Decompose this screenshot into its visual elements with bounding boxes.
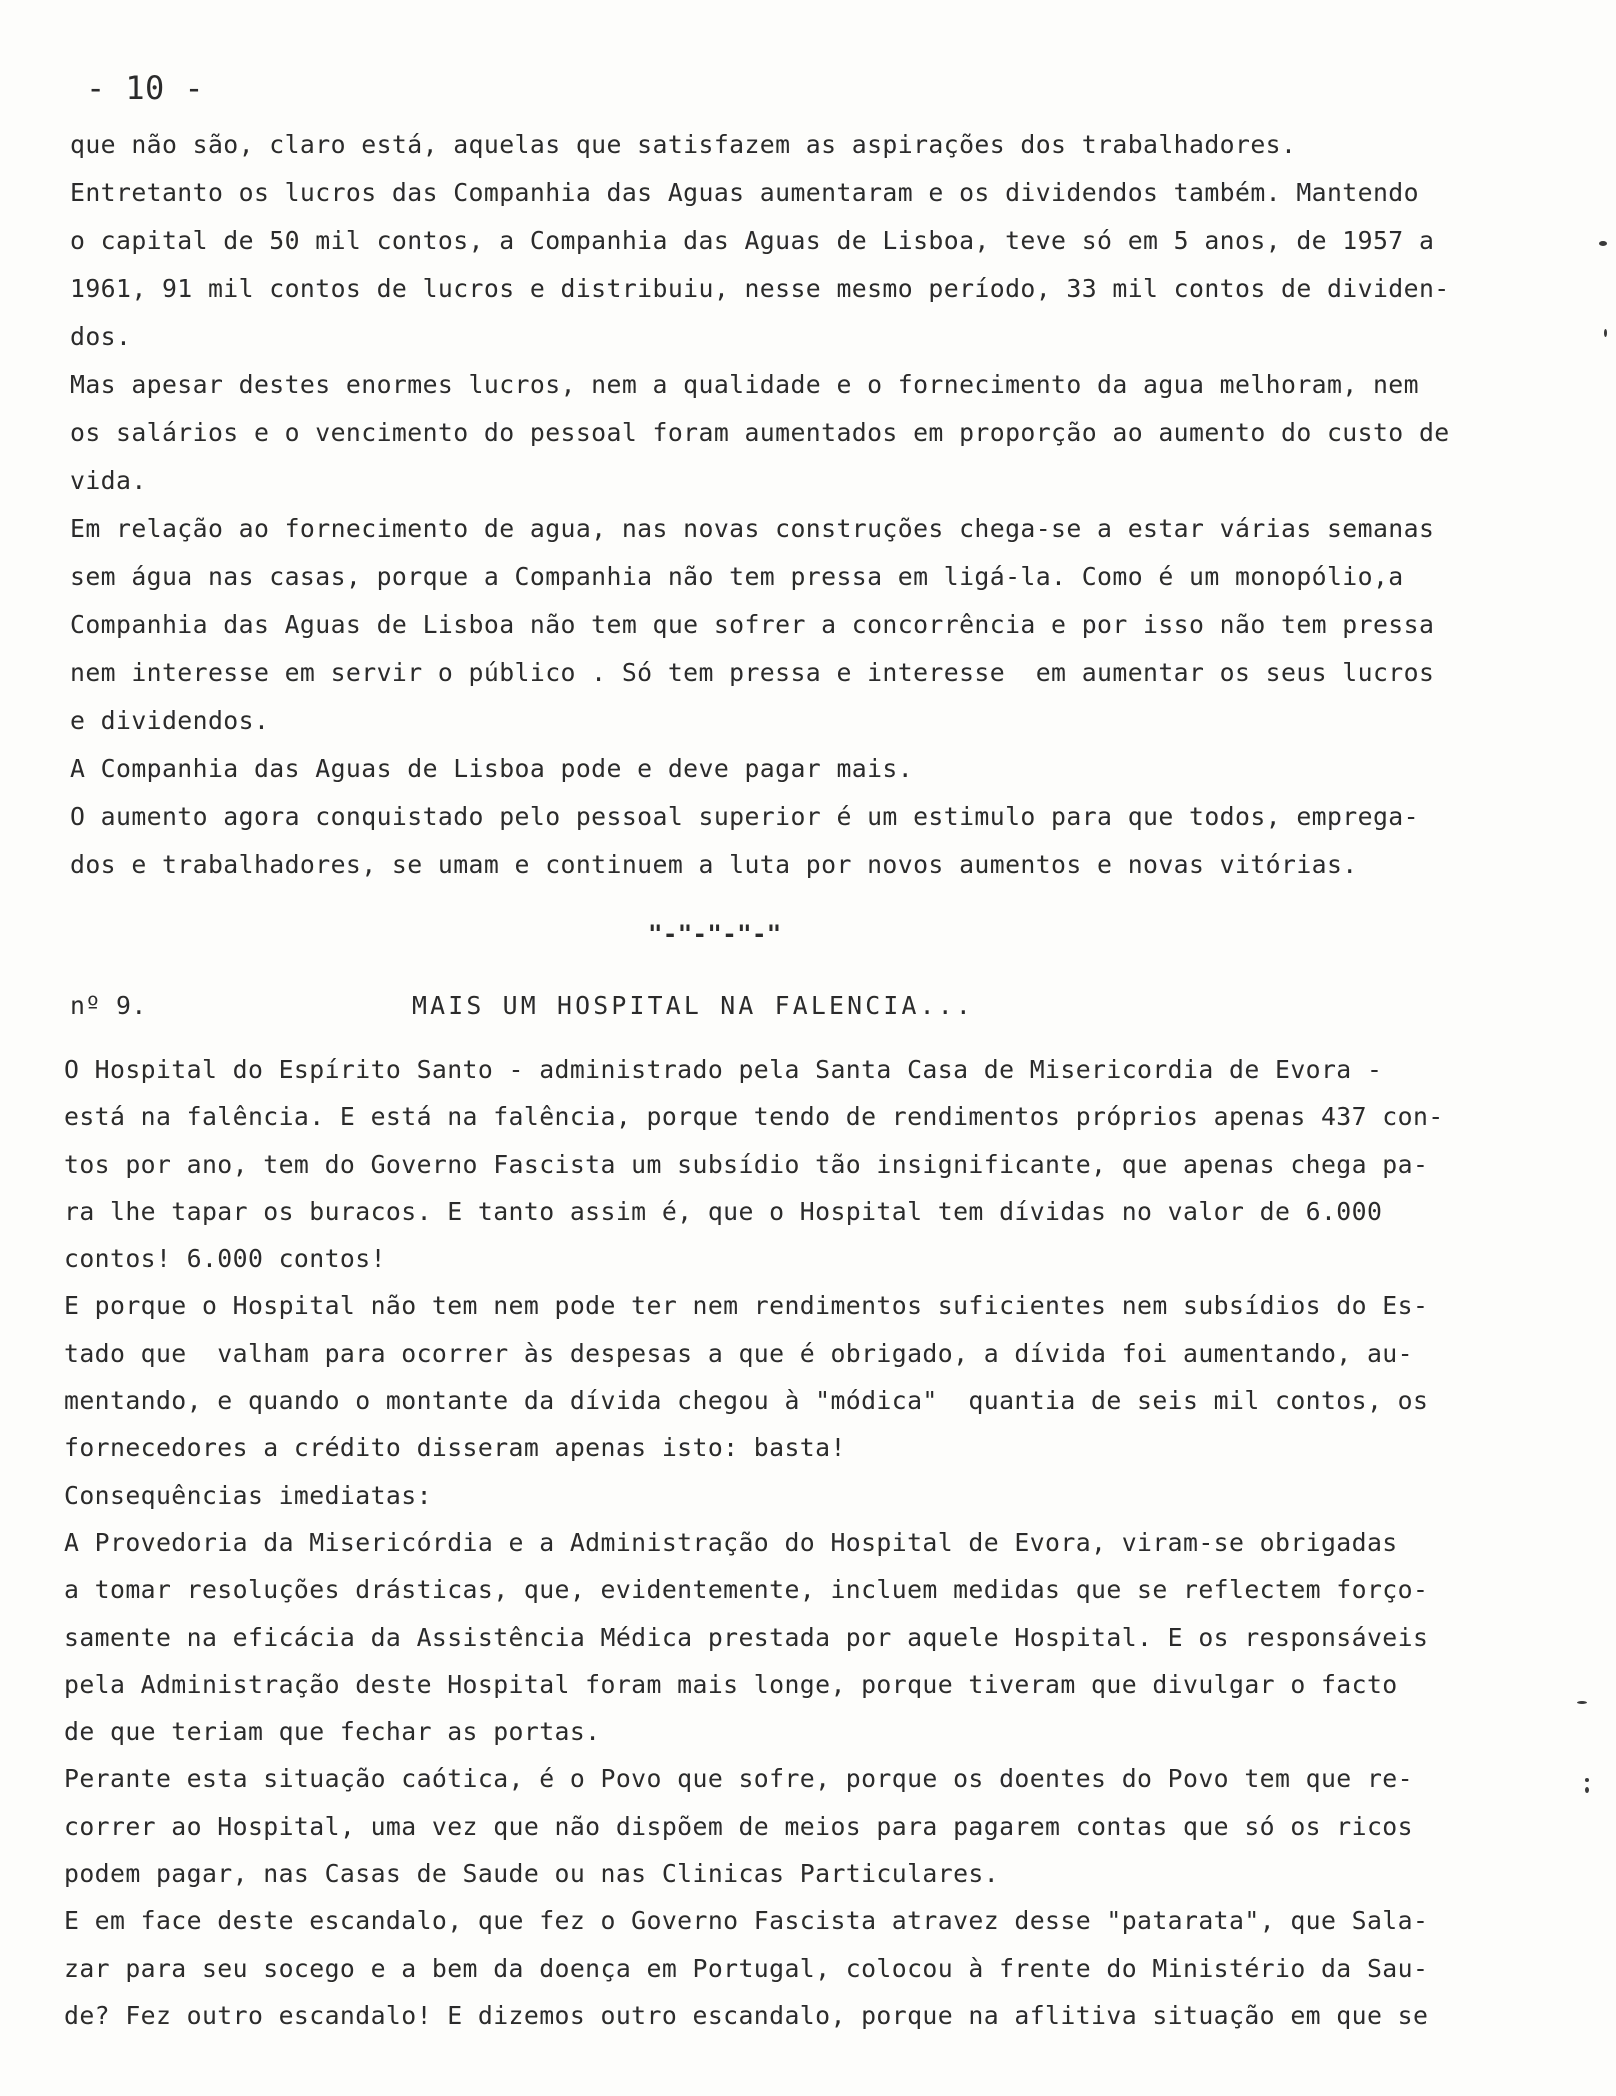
- text-line: nem interesse em servir o público . Só tem pressa e interesse em aumentar os seus lucros: [70, 658, 1435, 687]
- text-line: dos.: [70, 322, 132, 351]
- text-line: pela Administração deste Hospital foram mais longe, porque tiveram que divulgar o facto: [64, 1669, 1398, 1699]
- text-line: tos por ano, tem do Governo Fascista um subsídio tão insignificante, que apenas chega pa-: [64, 1149, 1429, 1179]
- page-number: - 10 -: [86, 69, 204, 107]
- text-line: fornecedores a crédito disseram apenas isto: basta!: [64, 1433, 846, 1463]
- text-line: A Provedoria da Misericórdia e a Administração do Hospital de Evora, viram-se obrigadas: [64, 1527, 1398, 1557]
- text-line: Em relação ao fornecimento de agua, nas novas construções chega-se a estar várias semanas: [70, 514, 1435, 543]
- text-line: zar para seu socego e a bem da doença em Portugal, colocou à frente do Ministério da Sau-: [64, 1953, 1429, 1983]
- text-line: A Companhia das Aguas de Lisboa pode e deve pagar mais.: [70, 754, 914, 783]
- text-line: Consequências imediatas:: [64, 1480, 432, 1510]
- scan-speck: [1577, 1701, 1587, 1704]
- article-title: MAIS UM HOSPITAL NA FALENCIA...: [412, 991, 974, 1020]
- text-line: de que teriam que fechar as portas.: [64, 1717, 601, 1747]
- text-line: correr ao Hospital, uma vez que não dispõem de meios para pagarem contas que só os ricos: [64, 1811, 1413, 1841]
- text-line: contos! 6.000 contos!: [64, 1244, 386, 1274]
- text-line: o capital de 50 mil contos, a Companhia das Aguas de Lisboa, teve só em 5 anos, de 1957 a: [70, 226, 1435, 255]
- text-line: samente na eficácia da Assistência Médica prestada por aquele Hospital. E os responsáveis: [64, 1622, 1429, 1652]
- section-separator: "-"-"-"-": [648, 920, 782, 948]
- text-line: de? Fez outro escandalo! E dizemos outro escandalo, porque na aflitiva situação em que se: [64, 2000, 1429, 2030]
- scan-speck: [1585, 1778, 1589, 1782]
- scan-speck: [1585, 1787, 1589, 1793]
- text-line: 1961, 91 mil contos de lucros e distribuiu, nesse mesmo período, 33 mil contos de dividen-: [70, 274, 1450, 303]
- text-line: Mas apesar destes enormes lucros, nem a qualidade e o fornecimento da agua melhoram, nem: [70, 370, 1419, 399]
- scan-speck: [1599, 241, 1607, 246]
- text-line: e dividendos.: [70, 706, 270, 735]
- text-line: vida.: [70, 466, 147, 495]
- text-line: Entretanto os lucros das Companhia das Aguas aumentaram e os dividendos também. Mantendo: [70, 178, 1419, 207]
- text-line: podem pagar, nas Casas de Saude ou nas Clinicas Particulares.: [64, 1859, 1000, 1889]
- article-number: nº 9.: [70, 991, 147, 1020]
- text-line: ra lhe tapar os buracos. E tanto assim é, que o Hospital tem dívidas no valor de 6.000: [64, 1196, 1383, 1226]
- text-line: Perante esta situação caótica, é o Povo que sofre, porque os doentes do Povo tem que re-: [64, 1764, 1413, 1794]
- text-line: O Hospital do Espírito Santo - administrado pela Santa Casa de Misericordia de Evora -: [64, 1055, 1383, 1084]
- text-line: sem água nas casas, porque a Companhia não tem pressa em ligá-la. Como é um monopólio,a: [70, 562, 1404, 591]
- text-line: E porque o Hospital não tem nem pode ter nem rendimentos suficientes nem subsídios do Es-: [64, 1291, 1429, 1321]
- scan-speck: [1604, 329, 1607, 337]
- text-line: que não são, claro está, aquelas que satisfazem as aspirações dos trabalhadores.: [70, 130, 1297, 159]
- text-line: está na falência. E está na falência, porque tendo de rendimentos próprios apenas 437 con-: [64, 1102, 1444, 1132]
- text-line: tado que valham para ocorrer às despesas a que é obrigado, a dívida foi aumentando, au-: [64, 1338, 1413, 1368]
- text-line: a tomar resoluções drásticas, que, evidentemente, incluem medidas que se reflectem forço-: [64, 1575, 1429, 1605]
- text-line: Companhia das Aguas de Lisboa não tem que sofrer a concorrência e por isso não tem pressa: [70, 610, 1435, 639]
- text-line: mentando, e quando o montante da dívida chegou à "módica" quantia de seis mil contos, os: [64, 1386, 1429, 1416]
- text-block-hospital: [64, 1046, 1524, 2039]
- text-block-water-company: [70, 121, 1530, 889]
- text-line: E em face deste escandalo, que fez o Governo Fascista atravez desse "patarata", que Sala-: [64, 1906, 1429, 1936]
- text-line: O aumento agora conquistado pelo pessoal superior é um estimulo para que todos, emprega-: [70, 802, 1419, 831]
- text-line: os salários e o vencimento do pessoal foram aumentados em proporção ao aumento do custo de: [70, 418, 1450, 447]
- text-line: dos e trabalhadores, se umam e continuem a luta por novos aumentos e novas vitórias.: [70, 850, 1358, 879]
